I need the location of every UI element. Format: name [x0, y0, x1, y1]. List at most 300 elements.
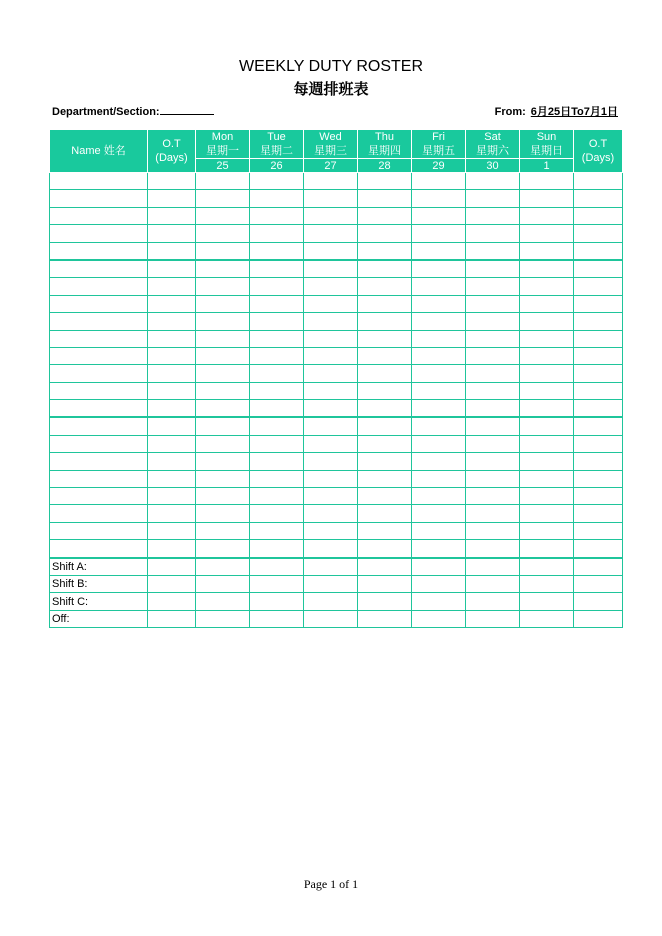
table-cell[interactable] [148, 488, 196, 505]
table-cell[interactable] [50, 207, 148, 224]
table-cell[interactable] [412, 540, 466, 558]
header-date-sun: 1 [520, 159, 574, 173]
table-cell[interactable] [196, 522, 250, 539]
table-cell[interactable] [148, 260, 196, 278]
table-cell[interactable] [520, 242, 574, 260]
table-cell[interactable] [466, 347, 520, 364]
header-ot-right-line1: O.T [588, 138, 608, 150]
table-cell[interactable] [466, 488, 520, 505]
table-cell[interactable] [412, 295, 466, 312]
table-cell[interactable] [148, 313, 196, 330]
table-row [50, 400, 623, 418]
table-cell[interactable] [148, 365, 196, 382]
roster-title: WEEKLY DUTY ROSTER [238, 58, 424, 75]
table-cell[interactable] [250, 540, 304, 558]
table-cell[interactable] [196, 330, 250, 347]
table-cell[interactable] [520, 488, 574, 505]
from-label: From: [494, 106, 526, 118]
table-cell[interactable] [148, 242, 196, 260]
table-row [50, 488, 623, 505]
table-cell[interactable] [148, 540, 196, 558]
table-cell[interactable] [304, 593, 358, 610]
table-row [50, 470, 623, 487]
table-cell[interactable] [250, 382, 304, 399]
table-cell[interactable] [50, 522, 148, 539]
table-cell[interactable] [520, 382, 574, 399]
table-cell[interactable] [520, 593, 574, 610]
table-cell[interactable] [148, 453, 196, 470]
table-cell[interactable] [466, 400, 520, 418]
table-cell[interactable] [148, 505, 196, 522]
table-cell[interactable] [358, 278, 412, 295]
table-cell[interactable] [304, 522, 358, 539]
table-cell[interactable] [574, 295, 623, 312]
table-cell[interactable] [466, 207, 520, 224]
table-cell[interactable] [466, 330, 520, 347]
table-cell[interactable] [250, 522, 304, 539]
table-cell[interactable] [466, 435, 520, 452]
table-cell[interactable] [50, 540, 148, 558]
table-cell[interactable] [520, 190, 574, 207]
header-ot-left [148, 130, 196, 173]
table-cell[interactable] [412, 225, 466, 242]
header-ot-right [574, 130, 623, 173]
table-cell[interactable] [196, 400, 250, 418]
table-cell[interactable] [250, 610, 304, 627]
table-cell[interactable] [50, 278, 148, 295]
table-cell[interactable] [50, 295, 148, 312]
header-day-fri: Fri 星期五 [412, 130, 466, 159]
table-cell[interactable] [304, 417, 358, 435]
table-cell[interactable] [50, 313, 148, 330]
table-cell[interactable] [520, 330, 574, 347]
table-cell[interactable] [148, 400, 196, 418]
table-cell[interactable] [196, 190, 250, 207]
table-cell[interactable] [50, 488, 148, 505]
header-date-fri: 29 [412, 159, 466, 173]
table-cell[interactable] [520, 522, 574, 539]
table-cell[interactable] [520, 207, 574, 224]
table-cell[interactable] [520, 365, 574, 382]
table-cell[interactable] [304, 365, 358, 382]
table-cell[interactable] [466, 558, 520, 576]
table-cell[interactable] [412, 610, 466, 627]
table-cell[interactable] [412, 365, 466, 382]
table-row [50, 522, 623, 539]
table-cell[interactable] [50, 347, 148, 364]
table-cell[interactable] [574, 313, 623, 330]
table-cell[interactable] [574, 225, 623, 242]
table-cell[interactable] [304, 278, 358, 295]
table-cell[interactable] [412, 505, 466, 522]
table-cell[interactable] [358, 453, 412, 470]
table-cell[interactable] [574, 610, 623, 627]
table-cell[interactable] [250, 347, 304, 364]
table-cell[interactable] [304, 260, 358, 278]
table-cell[interactable] [304, 382, 358, 399]
table-cell[interactable] [466, 382, 520, 399]
table-cell[interactable] [520, 400, 574, 418]
table-cell[interactable] [574, 400, 623, 418]
table-cell[interactable] [412, 278, 466, 295]
table-cell[interactable] [196, 260, 250, 278]
table-cell[interactable] [520, 347, 574, 364]
table-cell[interactable] [358, 347, 412, 364]
table-cell[interactable] [148, 295, 196, 312]
header-date-tue: 26 [250, 159, 304, 173]
table-cell[interactable] [250, 313, 304, 330]
table-cell[interactable] [196, 365, 250, 382]
table-body [50, 173, 623, 558]
table-cell[interactable] [250, 400, 304, 418]
table-cell[interactable] [412, 575, 466, 592]
table-cell[interactable] [574, 540, 623, 558]
table-cell[interactable] [50, 453, 148, 470]
date-range: 6月25日To7月1日 [530, 106, 618, 118]
table-cell[interactable] [304, 242, 358, 260]
table-cell[interactable] [574, 417, 623, 435]
table-cell[interactable] [412, 190, 466, 207]
table-cell[interactable] [304, 505, 358, 522]
table-cell[interactable] [358, 435, 412, 452]
table-cell[interactable] [412, 558, 466, 576]
table-cell[interactable] [304, 295, 358, 312]
table-row [50, 540, 623, 558]
table-cell[interactable] [574, 365, 623, 382]
table-cell[interactable] [50, 190, 148, 207]
table-cell[interactable] [250, 488, 304, 505]
table-cell[interactable] [412, 400, 466, 418]
table-cell[interactable] [250, 242, 304, 260]
table-cell[interactable] [520, 540, 574, 558]
table-cell[interactable] [196, 313, 250, 330]
table-cell[interactable] [196, 488, 250, 505]
table-cell[interactable] [250, 575, 304, 592]
table-cell[interactable] [196, 505, 250, 522]
table-cell[interactable] [304, 470, 358, 487]
table-cell[interactable] [148, 347, 196, 364]
table-cell[interactable] [574, 522, 623, 539]
table-cell[interactable] [304, 400, 358, 418]
shift-row [50, 610, 623, 627]
department-field [52, 103, 214, 118]
table-cell[interactable] [358, 365, 412, 382]
table-cell[interactable] [304, 347, 358, 364]
shift-label: Off: [50, 610, 148, 627]
table-cell[interactable] [304, 330, 358, 347]
table-cell[interactable] [148, 207, 196, 224]
table-cell[interactable] [412, 313, 466, 330]
table-cell[interactable] [50, 505, 148, 522]
table-cell[interactable] [148, 610, 196, 627]
table-cell[interactable] [196, 382, 250, 399]
table-cell[interactable] [358, 242, 412, 260]
department-label: Department/Section: [52, 106, 160, 118]
table-cell[interactable] [358, 505, 412, 522]
table-cell[interactable] [148, 575, 196, 592]
table-cell[interactable] [358, 207, 412, 224]
table-cell[interactable] [520, 610, 574, 627]
table-cell[interactable] [466, 278, 520, 295]
table-cell[interactable] [358, 295, 412, 312]
table-cell[interactable] [304, 225, 358, 242]
table-cell[interactable] [574, 470, 623, 487]
table-cell[interactable] [466, 313, 520, 330]
table-cell[interactable] [304, 435, 358, 452]
table-cell[interactable] [466, 453, 520, 470]
table-cell[interactable] [574, 190, 623, 207]
table-cell[interactable] [358, 225, 412, 242]
table-cell[interactable] [304, 540, 358, 558]
table-cell[interactable] [412, 470, 466, 487]
table-cell[interactable] [250, 505, 304, 522]
table-cell[interactable] [196, 173, 250, 190]
table-cell[interactable] [250, 190, 304, 207]
table-cell[interactable] [466, 295, 520, 312]
table-cell[interactable] [466, 540, 520, 558]
table-cell[interactable] [466, 225, 520, 242]
table-cell[interactable] [358, 575, 412, 592]
table-cell[interactable] [466, 173, 520, 190]
table-cell[interactable] [196, 593, 250, 610]
table-row [50, 365, 623, 382]
table-cell[interactable] [574, 488, 623, 505]
table-cell[interactable] [250, 470, 304, 487]
table-cell[interactable] [466, 610, 520, 627]
table-cell[interactable] [304, 575, 358, 592]
table-cell[interactable] [196, 347, 250, 364]
table-cell[interactable] [50, 470, 148, 487]
table-cell[interactable] [520, 558, 574, 576]
table-cell[interactable] [574, 505, 623, 522]
table-row [50, 173, 623, 190]
table-cell[interactable] [196, 470, 250, 487]
table-cell[interactable] [520, 435, 574, 452]
table-cell[interactable] [196, 453, 250, 470]
table-cell[interactable] [574, 173, 623, 190]
table-cell[interactable] [466, 190, 520, 207]
table-row [50, 313, 623, 330]
table-cell[interactable] [50, 330, 148, 347]
table-cell[interactable] [358, 522, 412, 539]
table-cell[interactable] [574, 242, 623, 260]
table-cell[interactable] [304, 313, 358, 330]
table-cell[interactable] [250, 365, 304, 382]
table-cell[interactable] [250, 558, 304, 576]
table-cell[interactable] [148, 278, 196, 295]
table-cell[interactable] [520, 295, 574, 312]
table-cell[interactable] [520, 260, 574, 278]
table-cell[interactable] [148, 190, 196, 207]
table-cell[interactable] [250, 207, 304, 224]
header-date-wed: 27 [304, 159, 358, 173]
table-cell[interactable] [50, 417, 148, 435]
table-cell[interactable] [574, 260, 623, 278]
table-cell[interactable] [304, 558, 358, 576]
table-cell[interactable] [466, 365, 520, 382]
table-row [50, 207, 623, 224]
table-cell[interactable] [574, 453, 623, 470]
header-day-wed: Wed 星期三 [304, 130, 358, 159]
table-cell[interactable] [358, 488, 412, 505]
table-cell[interactable] [50, 435, 148, 452]
table-cell[interactable] [412, 417, 466, 435]
table-cell[interactable] [250, 417, 304, 435]
table-cell[interactable] [412, 242, 466, 260]
table-cell[interactable] [412, 453, 466, 470]
table-cell[interactable] [520, 505, 574, 522]
shift-label: Shift A: [50, 558, 148, 576]
table-cell[interactable] [250, 330, 304, 347]
roster-table [49, 129, 623, 628]
table-cell[interactable] [412, 522, 466, 539]
table-cell[interactable] [358, 400, 412, 418]
roster-subtitle: 每週排班表 [293, 81, 369, 98]
shift-row [50, 575, 623, 592]
table-cell[interactable] [412, 260, 466, 278]
table-cell[interactable] [466, 522, 520, 539]
table-cell[interactable] [304, 173, 358, 190]
table-cell[interactable] [196, 417, 250, 435]
table-cell[interactable] [148, 382, 196, 399]
shift-label: Shift C: [50, 593, 148, 610]
table-cell[interactable] [50, 365, 148, 382]
table-row [50, 382, 623, 399]
table-cell[interactable] [574, 330, 623, 347]
table-cell[interactable] [412, 435, 466, 452]
table-cell[interactable] [196, 540, 250, 558]
table-cell[interactable] [412, 382, 466, 399]
table-header [50, 130, 623, 173]
table-cell[interactable] [148, 173, 196, 190]
table-cell[interactable] [304, 488, 358, 505]
table-cell[interactable] [196, 435, 250, 452]
table-cell[interactable] [358, 540, 412, 558]
table-cell[interactable] [358, 417, 412, 435]
table-row [50, 190, 623, 207]
table-cell[interactable] [574, 278, 623, 295]
table-row [50, 453, 623, 470]
table-cell[interactable] [250, 593, 304, 610]
table-cell[interactable] [574, 558, 623, 576]
table-cell[interactable] [574, 435, 623, 452]
department-blank[interactable] [160, 103, 214, 115]
table-cell[interactable] [412, 347, 466, 364]
header-day-tue: Tue 星期二 [250, 130, 304, 159]
table-cell[interactable] [520, 575, 574, 592]
table-cell[interactable] [196, 242, 250, 260]
table-cell[interactable] [412, 488, 466, 505]
table-cell[interactable] [250, 173, 304, 190]
table-cell[interactable] [520, 313, 574, 330]
table-cell[interactable] [250, 453, 304, 470]
table-cell[interactable] [358, 593, 412, 610]
header-day-mon: Mon 星期一 [196, 130, 250, 159]
table-cell[interactable] [358, 470, 412, 487]
table-cell[interactable] [520, 470, 574, 487]
table-cell[interactable] [574, 593, 623, 610]
table-cell[interactable] [250, 260, 304, 278]
table-cell[interactable] [148, 417, 196, 435]
table-cell[interactable] [574, 347, 623, 364]
table-cell[interactable] [196, 295, 250, 312]
table-cell[interactable] [148, 330, 196, 347]
table-cell[interactable] [196, 207, 250, 224]
table-cell[interactable] [412, 207, 466, 224]
table-cell[interactable] [250, 435, 304, 452]
table-cell[interactable] [50, 173, 148, 190]
table-cell[interactable] [50, 242, 148, 260]
table-cell[interactable] [148, 470, 196, 487]
table-cell[interactable] [148, 522, 196, 539]
table-cell[interactable] [196, 575, 250, 592]
table-cell[interactable] [520, 225, 574, 242]
table-cell[interactable] [358, 260, 412, 278]
table-cell[interactable] [304, 190, 358, 207]
table-cell[interactable] [358, 313, 412, 330]
table-cell[interactable] [50, 400, 148, 418]
table-cell[interactable] [196, 225, 250, 242]
table-row [50, 242, 623, 260]
table-cell[interactable] [304, 610, 358, 627]
table-cell[interactable] [250, 295, 304, 312]
table-cell[interactable] [304, 207, 358, 224]
table-cell[interactable] [148, 435, 196, 452]
shift-row [50, 558, 623, 576]
table-cell[interactable] [412, 330, 466, 347]
table-cell[interactable] [196, 558, 250, 576]
table-row [50, 505, 623, 522]
table-cell[interactable] [50, 260, 148, 278]
table-cell[interactable] [466, 242, 520, 260]
table-cell[interactable] [304, 453, 358, 470]
table-cell[interactable] [466, 470, 520, 487]
table-cell[interactable] [412, 173, 466, 190]
table-cell[interactable] [466, 593, 520, 610]
table-row [50, 347, 623, 364]
table-cell[interactable] [520, 173, 574, 190]
table-cell[interactable] [148, 225, 196, 242]
table-cell[interactable] [250, 278, 304, 295]
table-cell[interactable] [520, 278, 574, 295]
table-cell[interactable] [358, 558, 412, 576]
table-cell[interactable] [574, 207, 623, 224]
table-cell[interactable] [358, 173, 412, 190]
table-cell[interactable] [358, 330, 412, 347]
table-cell[interactable] [574, 382, 623, 399]
table-cell[interactable] [358, 610, 412, 627]
table-row [50, 435, 623, 452]
table-cell[interactable] [358, 382, 412, 399]
table-cell[interactable] [466, 417, 520, 435]
table-cell[interactable] [466, 260, 520, 278]
table-cell[interactable] [148, 593, 196, 610]
table-cell[interactable] [466, 505, 520, 522]
table-cell[interactable] [412, 593, 466, 610]
table-cell[interactable] [250, 225, 304, 242]
table-cell[interactable] [574, 575, 623, 592]
table-cell[interactable] [196, 278, 250, 295]
table-cell[interactable] [50, 225, 148, 242]
table-cell[interactable] [196, 610, 250, 627]
table-cell[interactable] [520, 453, 574, 470]
table-cell[interactable] [520, 417, 574, 435]
table-cell[interactable] [148, 558, 196, 576]
table-cell[interactable] [358, 190, 412, 207]
table-cell[interactable] [50, 382, 148, 399]
table-row [50, 260, 623, 278]
table-cell[interactable] [466, 575, 520, 592]
